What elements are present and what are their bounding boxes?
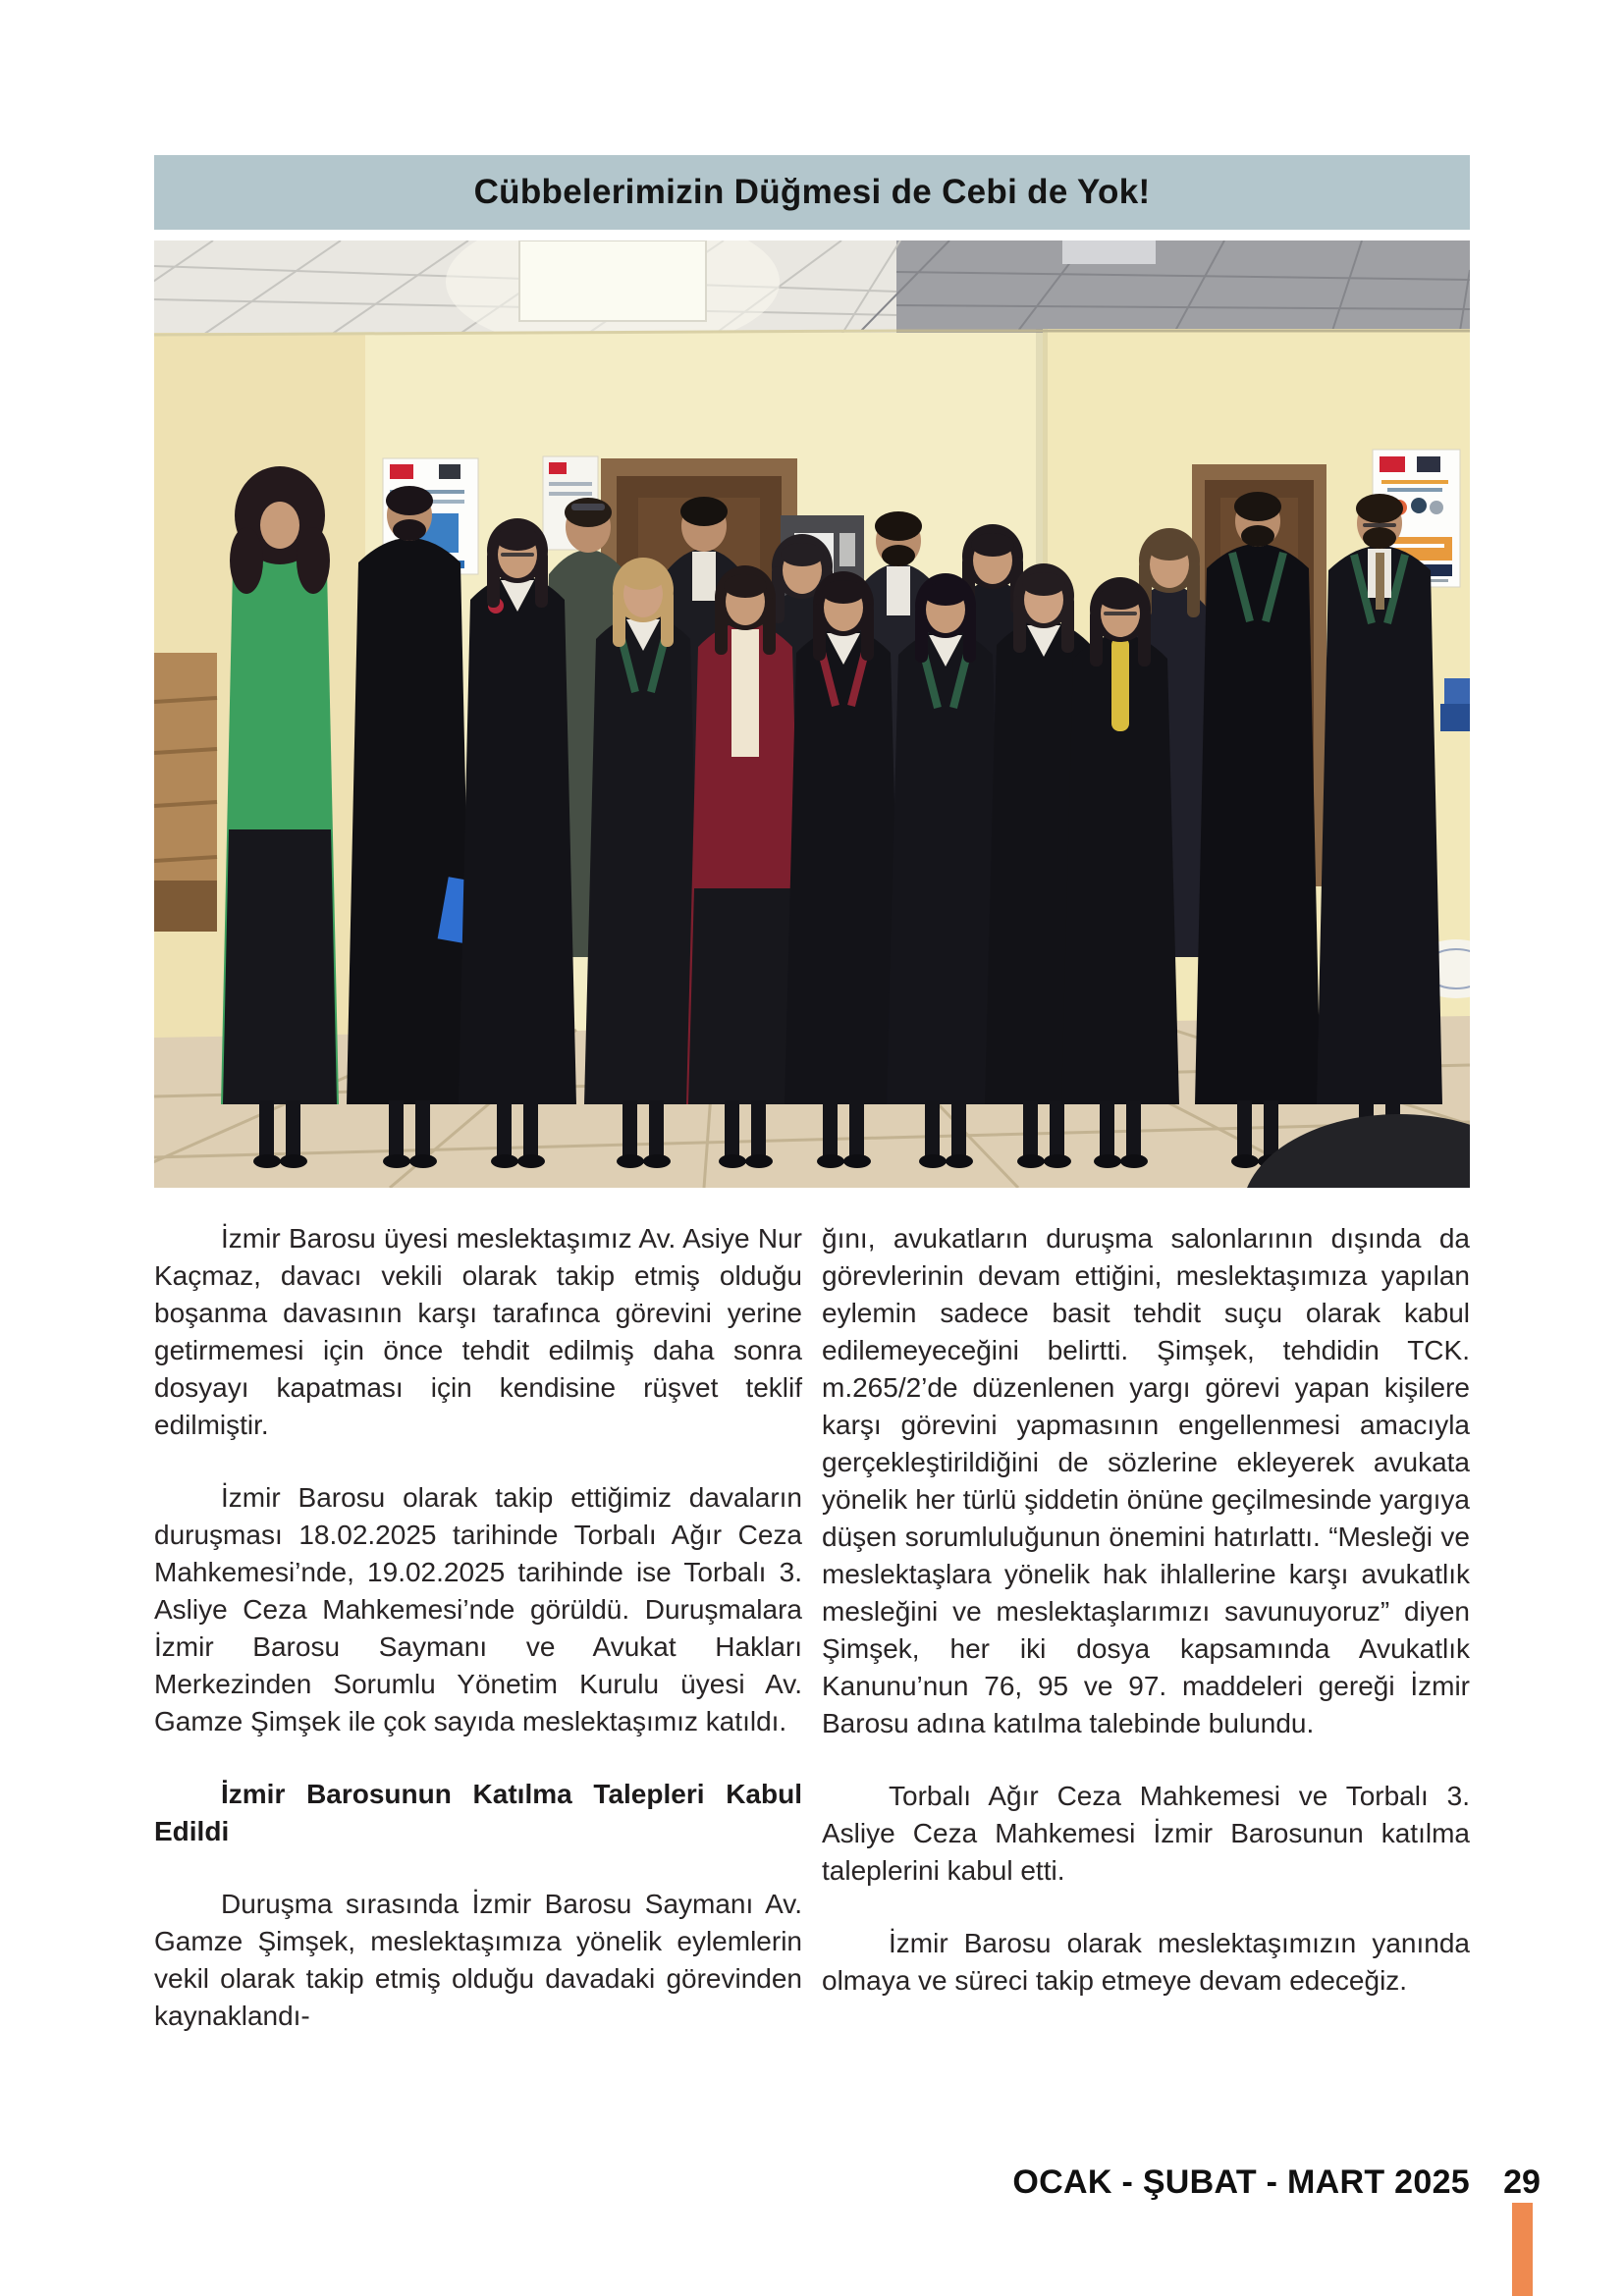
page-edge-marker-icon xyxy=(1512,2203,1533,2296)
group-of-lawyers xyxy=(221,466,1442,1168)
page-number: 29 xyxy=(1503,2163,1541,2201)
person xyxy=(584,558,702,1168)
paragraph: İzmir Barosu olarak takip ettiğimiz davaların duruşması 18.02.2025 tarihinde Torbalı Ağır Ceza Mahkemesi’nde, 19.02.2025 tarihinde ise Torbalı 3. Asliye Ceza Mahkemesi’nde görüldü. Duruşmalara İzmir Barosu Saymanı ve Avukat Hakları Merkezinden Sorumlu Yönetim Kurulu üyesi Av. Gamze Şimşek ile çok sayıda meslektaşımız katıldı. xyxy=(154,1482,802,1736)
person xyxy=(1317,494,1442,1168)
paragraph: Torbalı Ağır Ceza Mahkemesi ve Torbalı 3. Asliye Ceza Mahkemesi İzmir Barosunun katılma taleplerini kabul etti. xyxy=(822,1781,1470,1886)
article-title-bar xyxy=(154,155,1470,230)
person xyxy=(221,466,339,1168)
person xyxy=(785,571,902,1168)
paragraph: Duruşma sırasında İzmir Barosu Saymanı Av. Gamze Şimşek, meslektaşımıza yönelik eylemlerin vekil olarak takip etmiş olduğu davadaki görevinden kaynaklandı- xyxy=(154,1889,802,2031)
blue-bins xyxy=(1440,678,1470,731)
person xyxy=(1061,577,1179,1168)
photo-illustration xyxy=(154,240,1470,1188)
paragraph: İzmir Barosu üyesi meslektaşımız Av. Asiye Nur Kaçmaz, davacı vekili olarak takip etmiş olduğu boşanma davasının karşı tarafınca görevini yerine getirmemesi için önce tehdit edilmiş daha sonra dosyayı kapatması için kendisine rüşvet teklif edilmiştir. xyxy=(154,1223,802,1440)
article-column-left xyxy=(154,1220,802,2070)
ceiling-light-panel xyxy=(519,240,706,321)
article-title: Cübbelerimizin Düğmesi de Cebi de Yok! xyxy=(473,173,1151,211)
article-photo xyxy=(154,240,1470,1188)
person xyxy=(347,486,473,1168)
paragraph: İzmir Barosu olarak meslektaşımızın yanında olmaya ve süreci takip etmeye devam edeceğiz. xyxy=(822,1928,1470,1996)
person xyxy=(459,518,576,1168)
footer-issue-label: OCAK - ŞUBAT - MART 2025 xyxy=(1012,2163,1470,2201)
paragraph: ğını, avukatların duruşma salonlarının dışında da görevlerinin devam ettiğini, meslektaşımıza yapılan eylemin sadece basit tehdit suçu olarak kabul edilemeyeceğini belirtti. Şimşek, tehdidin TCK. m.265/2’de düzenlenen yargı görevi yapan kişilere karşı görevini yapmasının engellenmesi amacıyla gerçekleştirildiğini de sözlerine ekleyerek avukata yönelik her türlü şiddetin önüne geçilmesinde yargıya düşen sorumluluğunun önemini hatırlattı. “Mesleği ve meslektaşlara yönelik hak ihlallerine karşı avukatlık mesleğini ve meslektaşlarımızı savunuyoruz” diyen Şimşek, her iki dosya kapsamında Avukatlık Kanunu’nun 76, 95 ve 97. maddeleri gereği İzmir Barosu adına katılma talebinde bulundu. xyxy=(822,1223,1470,1738)
article-column-right xyxy=(822,1220,1470,2070)
person xyxy=(1195,492,1321,1168)
subheading: İzmir Barosunun Katılma Talepleri Kabul Edildi xyxy=(154,1779,802,1846)
article-body xyxy=(154,1220,1470,2070)
wall-bench xyxy=(154,653,217,932)
